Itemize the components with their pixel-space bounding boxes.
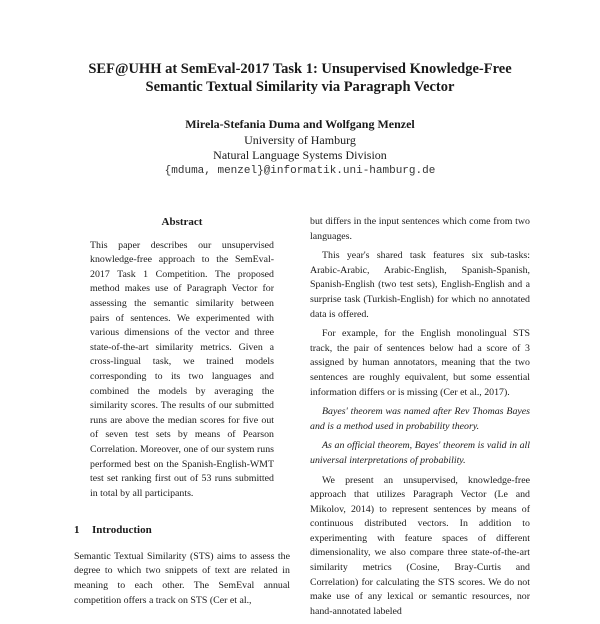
paragraph-subtasks: This year's shared task features six sub-tasks: Arabic-Arabic, Arabic-English, Spanish-Spanish, Spanish-English (two test sets), English-English and a surprise task (Turkish-English) for which no annotated data is offered. xyxy=(310,250,530,320)
paragraph-example-intro: For example, for the English monolingual STS track, the pair of sentences below had a score of 3 assigned by human annotators, meaning that the two sentences are roughly equivalent, but some essential information differs or is missing (Cer et al., 2017). xyxy=(310,328,530,398)
title-line-2: Semantic Textual Similarity via Paragraph Vector xyxy=(145,79,455,95)
introduction-text: Semantic Textual Similarity (STS) aims to assess the degree to which two snippets of text are related in meaning to each other. The SemEval annual competition offers a track on STS (Cer et al., xyxy=(74,550,290,606)
abstract-text: This paper describes our unsupervised knowledge-free approach to the SemEval-2017 Task 1 Competition. The proposed method makes use of Paragraph Vector for assessing the semantic similarity between pairs of sentences. We experimented with various dimensions of the vector and three state-of-the-art similarity metrics. Given a cross-lingual task, we trained models corresponding to its two languages and combined the models by averaging the similarity scores. The results of our submitted runs are above the median scores for five out of seven test sets by means of Pearson Correlation. Moreover, one of our system runs performed best on the Spanish-English-WMT test set ranking first out of 53 runs submitted in total by all participants. xyxy=(90,239,274,499)
right-column xyxy=(310,215,530,624)
paper-title xyxy=(40,60,560,96)
title-line-1: SEF@UHH at SemEval-2017 Task 1: Unsupervised Knowledge-Free xyxy=(88,61,512,77)
affiliation-division: Natural Language Systems Division xyxy=(213,148,387,162)
section-title: Introduction xyxy=(92,524,152,537)
example-sentence-2: As an official theorem, Bayes' theorem is valid in all universal interpretations of probability. xyxy=(310,440,530,466)
introduction-heading xyxy=(74,523,290,538)
paragraph-continued: but differs in the input sentences which come from two languages. xyxy=(310,216,530,242)
left-column xyxy=(74,215,290,608)
author-names: Mirela-Stefania Duma and Wolfgang Menzel xyxy=(185,117,415,131)
section-number: 1 xyxy=(74,524,80,537)
example-sentence-1: Bayes' theorem was named after Rev Thomas Bayes and is a method used in probability theory. xyxy=(310,406,530,432)
author-email: {mduma, menzel}@informatik.uni-hamburg.de xyxy=(164,164,436,177)
abstract-heading: Abstract xyxy=(161,216,203,228)
author-block xyxy=(40,117,560,179)
affiliation-university: University of Hamburg xyxy=(244,132,356,147)
paragraph-approach: We present an unsupervised, knowledge-free approach that utilizes Paragraph Vector (Le and Mikolov, 2014) to represent sentences by means of continuous distributed vectors. In addition to experimenting with feature spaces of different dimensionality, we also compare three state-of-the-art similarity metrics (Cosine, Bray-Curtis and Correlation) for calculating the STS scores. We do not make use of any lexical or semantic resources, nor hand-annotated labeled xyxy=(310,474,530,617)
